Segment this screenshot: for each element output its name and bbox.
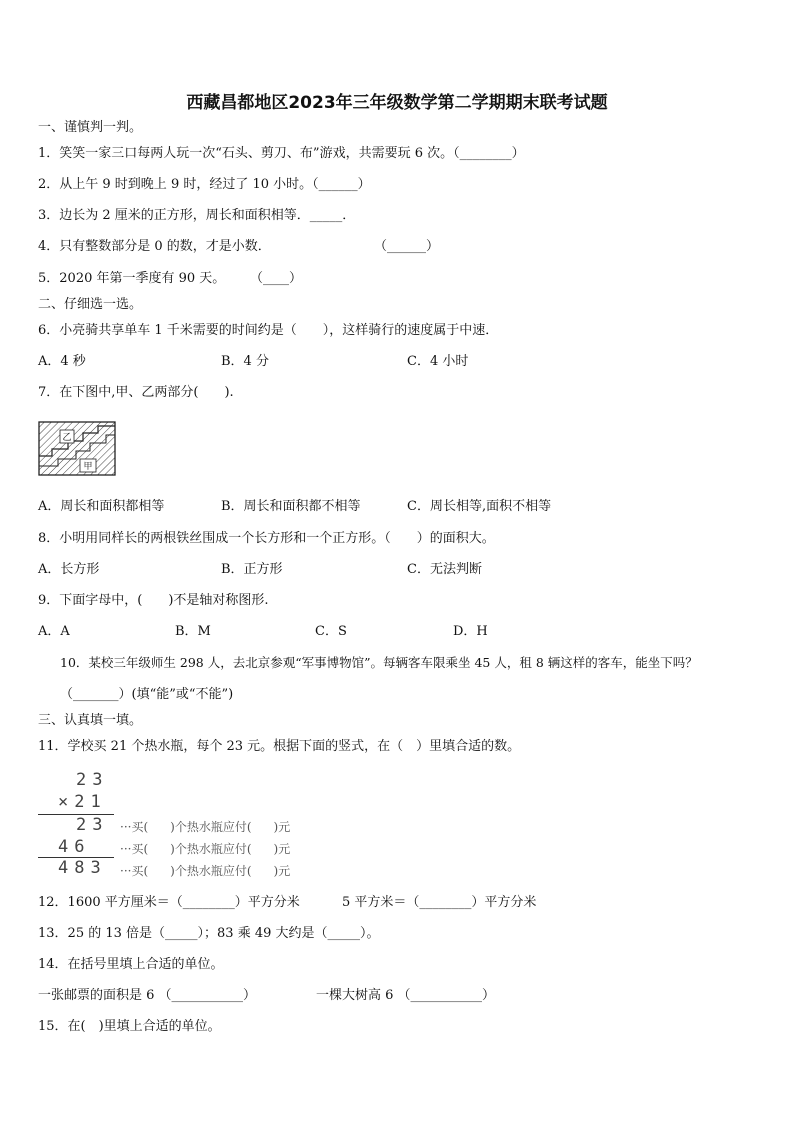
q8-option-a: A．长方形: [38, 562, 100, 577]
calc-multiplier: ×21: [58, 792, 107, 812]
question-14: 14．在括号里填上合适的单位。: [38, 957, 224, 972]
q7-option-c: C．周长相等,面积不相等: [407, 499, 552, 514]
q7-option-b: B．周长和面积都不相等: [221, 499, 361, 514]
q9-option-a: A．A: [38, 624, 70, 639]
page-title: 西藏昌都地区2023年三年级数学第二学期期末联考试题: [186, 93, 608, 113]
calc-note-3-suffix: )元: [273, 864, 291, 878]
q7-label-jia: 甲: [83, 462, 93, 472]
section-heading-3: 三、认真填一填。: [38, 713, 143, 728]
question-10: 10．某校三年级师生 298 人，去北京参观“军事博物馆”。每辆客车限乘坐 45 人，租 8 辆这样的客车，能坐下吗？: [60, 655, 698, 670]
question-7: 7．在下图中,甲、乙两部分( ).: [38, 385, 234, 400]
q8-option-c: C．无法判断: [407, 562, 482, 577]
calc-note-3: [120, 862, 290, 879]
q6-option-b: B．4 分: [221, 354, 269, 369]
calc-note-2-suffix: )元: [273, 842, 291, 856]
question-12-b: 5 平方米＝（________）平方分米: [342, 895, 537, 910]
calc-note-1-suffix: )元: [273, 820, 291, 834]
calc-note-2: [120, 840, 290, 857]
question-4-blank: （______）: [374, 239, 440, 254]
q11-vertical-multiplication: [38, 770, 368, 880]
question-3: 3．边长为 2 厘米的正方形，周长和面积相等．_____．: [38, 208, 356, 223]
q6-option-a: A．4 秒: [38, 354, 86, 369]
question-12-a: 12．1600 平方厘米＝（________）平方分米: [38, 895, 300, 910]
calc-product: 483: [58, 858, 107, 878]
calc-note-1: [120, 818, 290, 835]
question-8: 8．小明用同样长的两根铁丝围成一个长方形和一个正方形。（ ）的面积大。: [38, 531, 495, 546]
q6-option-c: C．4 小时: [407, 354, 469, 369]
q9-option-b: B．M: [175, 624, 211, 639]
question-5: 5．2020 年第一季度有 90 天。: [38, 271, 226, 286]
q8-option-b: B．正方形: [221, 562, 283, 577]
question-6: 6．小亮骑共享单车 1 千米需要的时间约是（ ），这样骑行的速度属于中速．: [38, 323, 499, 338]
question-14-b: 一棵大树高 6 （___________）: [316, 988, 496, 1003]
calc-partial-1: 23: [76, 815, 109, 835]
calc-multiplicand: 23: [76, 770, 109, 790]
q9-option-d: D．H: [453, 624, 488, 639]
question-10-answer: （_______）(填“能”或“不能”): [60, 687, 234, 702]
calc-note-3-mid: )个热水瓶应付(: [170, 864, 252, 878]
calc-note-1-mid: )个热水瓶应付(: [170, 820, 252, 834]
calc-partial-2: 46: [58, 837, 91, 857]
calc-note-1-prefix: ···买(: [120, 820, 149, 834]
question-15: 15．在( )里填上合适的单位。: [38, 1019, 221, 1034]
question-1: 1．笑笑一家三口每两人玩一次“石头、剪刀、布”游戏，共需要玩 6 次。（________）: [38, 146, 525, 161]
q7-figure: [38, 421, 118, 477]
question-13: 13．25 的 13 倍是（_____）；83 乘 49 大约是（_____）。: [38, 926, 380, 941]
calc-note-2-prefix: ···买(: [120, 842, 149, 856]
question-4: 4．只有整数部分是 0 的数，才是小数．: [38, 239, 271, 254]
section-heading-2: 二、仔细选一选。: [38, 297, 143, 312]
question-2: 2．从上午 9 时到晚上 9 时，经过了 10 小时。（______）: [38, 177, 371, 192]
question-5-blank: （____）: [250, 271, 303, 286]
question-14-a: 一张邮票的面积是 6 （___________）: [38, 988, 257, 1003]
q7-label-yi: 乙: [62, 433, 72, 443]
calc-note-3-prefix: ···买(: [120, 864, 149, 878]
calc-note-2-mid: )个热水瓶应付(: [170, 842, 252, 856]
question-11: 11．学校买 21 个热水瓶，每个 23 元。根据下面的竖式，在（ ）里填合适的数。: [38, 739, 521, 754]
question-9: 9．下面字母中，( )不是轴对称图形.: [38, 593, 269, 608]
q9-option-c: C．S: [315, 624, 347, 639]
section-heading-1: 一、谨慎判一判。: [38, 120, 143, 135]
q7-option-a: A．周长和面积都相等: [38, 499, 165, 514]
